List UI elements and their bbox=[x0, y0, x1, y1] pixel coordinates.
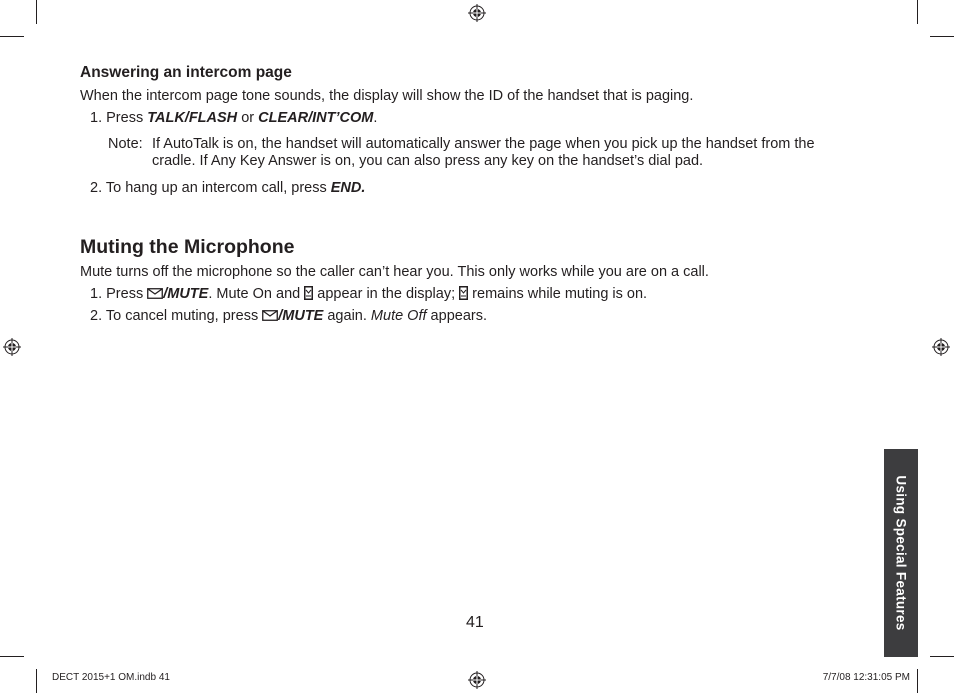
footer-timestamp: 7/7/08 12:31:05 PM bbox=[822, 672, 910, 683]
envelope-mute-icon bbox=[147, 288, 163, 299]
note-line-1: If AutoTalk is on, the handset will automatically answer the page when you pick up the handset from the bbox=[152, 136, 815, 152]
registration-mark-icon bbox=[468, 4, 486, 22]
registration-mark-icon bbox=[932, 338, 950, 356]
muting-intro: Mute turns off the microphone so the caller can’t hear you. This only works while you are on a call. bbox=[80, 264, 709, 280]
footer-file-info: DECT 2015+1 OM.indb 41 bbox=[52, 672, 170, 683]
side-tab-using-special-features bbox=[884, 449, 918, 657]
intercom-step-1 bbox=[90, 109, 377, 127]
side-tab-label: Using Special Features bbox=[893, 475, 909, 631]
registration-mark-icon bbox=[3, 338, 21, 356]
muting-step-2 bbox=[90, 307, 487, 325]
step-number: 1. bbox=[90, 110, 103, 126]
crop-mark-tr-v bbox=[917, 0, 918, 24]
step-number: 2. bbox=[90, 180, 103, 196]
crop-mark-tl-h bbox=[0, 36, 24, 37]
mute-display-icon bbox=[459, 286, 468, 300]
step-text: Press TALK/FLASH or CLEAR/INT’COM. bbox=[106, 110, 378, 126]
crop-mark-tr-h bbox=[930, 36, 954, 37]
talk-flash-key: TALK/FLASH bbox=[147, 110, 238, 126]
crop-mark-tl-v bbox=[36, 0, 37, 24]
mute-off-status: Mute Off bbox=[370, 308, 427, 324]
registration-mark-icon bbox=[468, 671, 486, 689]
step-text: To hang up an intercom call, press END. bbox=[105, 180, 366, 196]
crop-mark-bl-v bbox=[36, 669, 37, 693]
crop-mark-bl-h bbox=[0, 656, 24, 657]
intercom-intro: When the intercom page tone sounds, the display will show the ID of the handset that is paging. bbox=[80, 88, 694, 104]
step-number: 2. bbox=[90, 308, 103, 324]
step-text: To cancel muting, press /MUTE again. Mute Off appears. bbox=[105, 308, 487, 324]
step-number: 1. bbox=[90, 286, 103, 302]
step-text: Press /MUTE. Mute On and appear in the display; remains while muting is on. bbox=[106, 286, 648, 302]
crop-mark-br-v bbox=[917, 669, 918, 693]
mute-display-icon bbox=[304, 286, 313, 300]
note-label: Note: bbox=[108, 136, 143, 152]
muting-step-1 bbox=[90, 285, 647, 303]
intercom-step-2 bbox=[90, 179, 365, 197]
mute-key: /MUTE bbox=[278, 308, 324, 324]
note-line-2: cradle. If Any Key Answer is on, you can also press any key on the handset’s dial pad. bbox=[152, 153, 704, 169]
end-key: END. bbox=[330, 180, 366, 196]
crop-mark-br-h bbox=[930, 656, 954, 657]
section-title-muting: Muting the Microphone bbox=[80, 236, 295, 258]
clear-intcom-key: CLEAR/INT’COM bbox=[258, 110, 374, 126]
section-heading-intercom: Answering an intercom page bbox=[80, 64, 292, 81]
envelope-mute-icon bbox=[262, 310, 278, 321]
mute-key: /MUTE bbox=[163, 286, 209, 302]
page-number: 41 bbox=[466, 614, 484, 631]
